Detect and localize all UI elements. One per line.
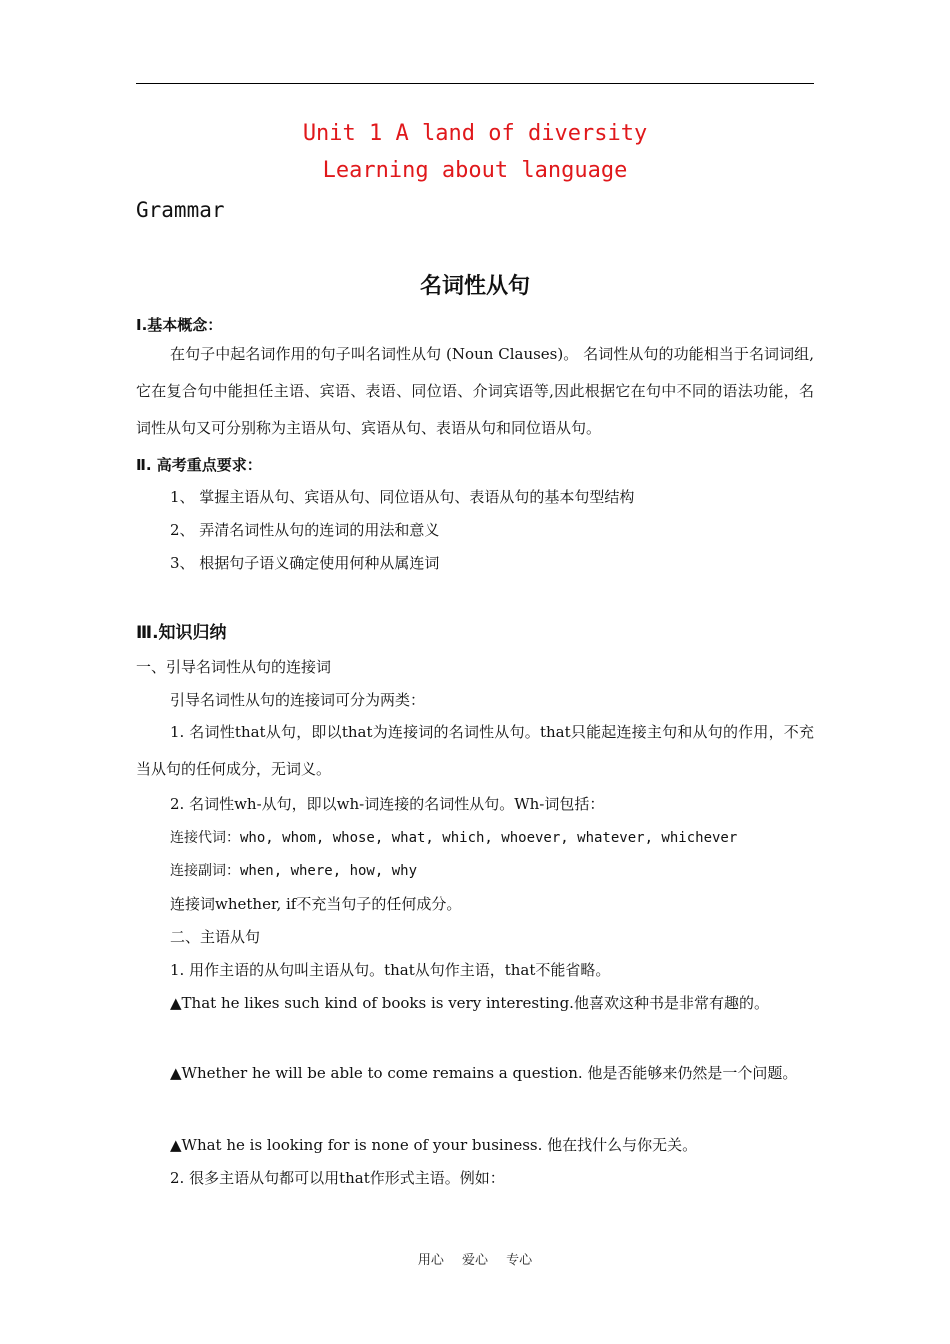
subject-clause-rule2: 2. 很多主语从句都可以用that作形式主语。例如： (170, 1169, 505, 1187)
section3-label: Ⅲ.知识归纳 (136, 623, 227, 643)
requirement-item: 2、 弄清名词性从句的连词的用法和意义 (170, 521, 440, 539)
page-heading: 名词性从句 (419, 274, 530, 299)
example-sentence: ▲That he likes such kind of books is very interesting.他喜欢这种书是非常有趣的。 (170, 994, 769, 1012)
that-clause-text: 1. 名词性that从句，即以that为连接词的名词性从句。that只能起连接主句和从句的作用，不充当从句的任何成分，无词义。 (136, 723, 814, 778)
subsection-subject-clause: 二、主语从句 (170, 928, 261, 946)
unit-title: Unit 1 A land of diversity (302, 121, 648, 146)
example-sentence: ▲What he is looking for is none of your business. 他在找什么与你无关。 (170, 1136, 698, 1154)
wh-clause-text: 2. 名词性wh-从句，即以wh-词连接的名词性从句。Wh-词包括： (170, 795, 605, 813)
section1-paragraph: 在句子中起名词作用的句子叫名词性从句 (Noun Clauses)。 名词性从句的功能相当于名词词组, 它在复合句中能担任主语、宾语、表语、同位语、介词宾语等,因此根据它在句中不同的语法功能，名词性从句又可分别称为主语从句、宾语从句、表语从句和同位语从句。 (136, 345, 814, 437)
unit-subtitle: Learning about language (322, 158, 628, 183)
example-sentence: ▲Whether he will be able to come remains a question. 他是否能够来仍然是一个问题。 (170, 1064, 798, 1082)
connective-conjunctions: 连接词whether, if不充当句子的任何成分。 (170, 895, 462, 913)
subsection-connectives: 一、引导名词性从句的连接词 (136, 658, 332, 676)
section2-label: Ⅱ. 高考重点要求： (136, 456, 262, 474)
subject-clause-rule1: 1. 用作主语的从句叫主语从句。that从句作主语，that不能省略。 (170, 961, 611, 979)
page-footer: 用心 爱心 专心 (417, 1253, 533, 1268)
section1-label: Ⅰ.基本概念： (136, 316, 223, 334)
requirement-item: 1、 掌握主语从句、宾语从句、同位语从句、表语从句的基本句型结构 (170, 488, 635, 506)
connectives-intro: 引导名词性从句的连接词可分为两类： (170, 691, 426, 709)
connective-adverbs: 连接副词：when, where, how, why (170, 863, 418, 879)
header-rule (136, 83, 814, 84)
grammar-label: Grammar (136, 198, 225, 222)
requirement-item: 3、 根据句子语义确定使用何种从属连词 (170, 554, 440, 572)
connective-pronouns: 连接代词：who, whom, whose, what, which, whoever, whatever, whichever (170, 830, 738, 846)
